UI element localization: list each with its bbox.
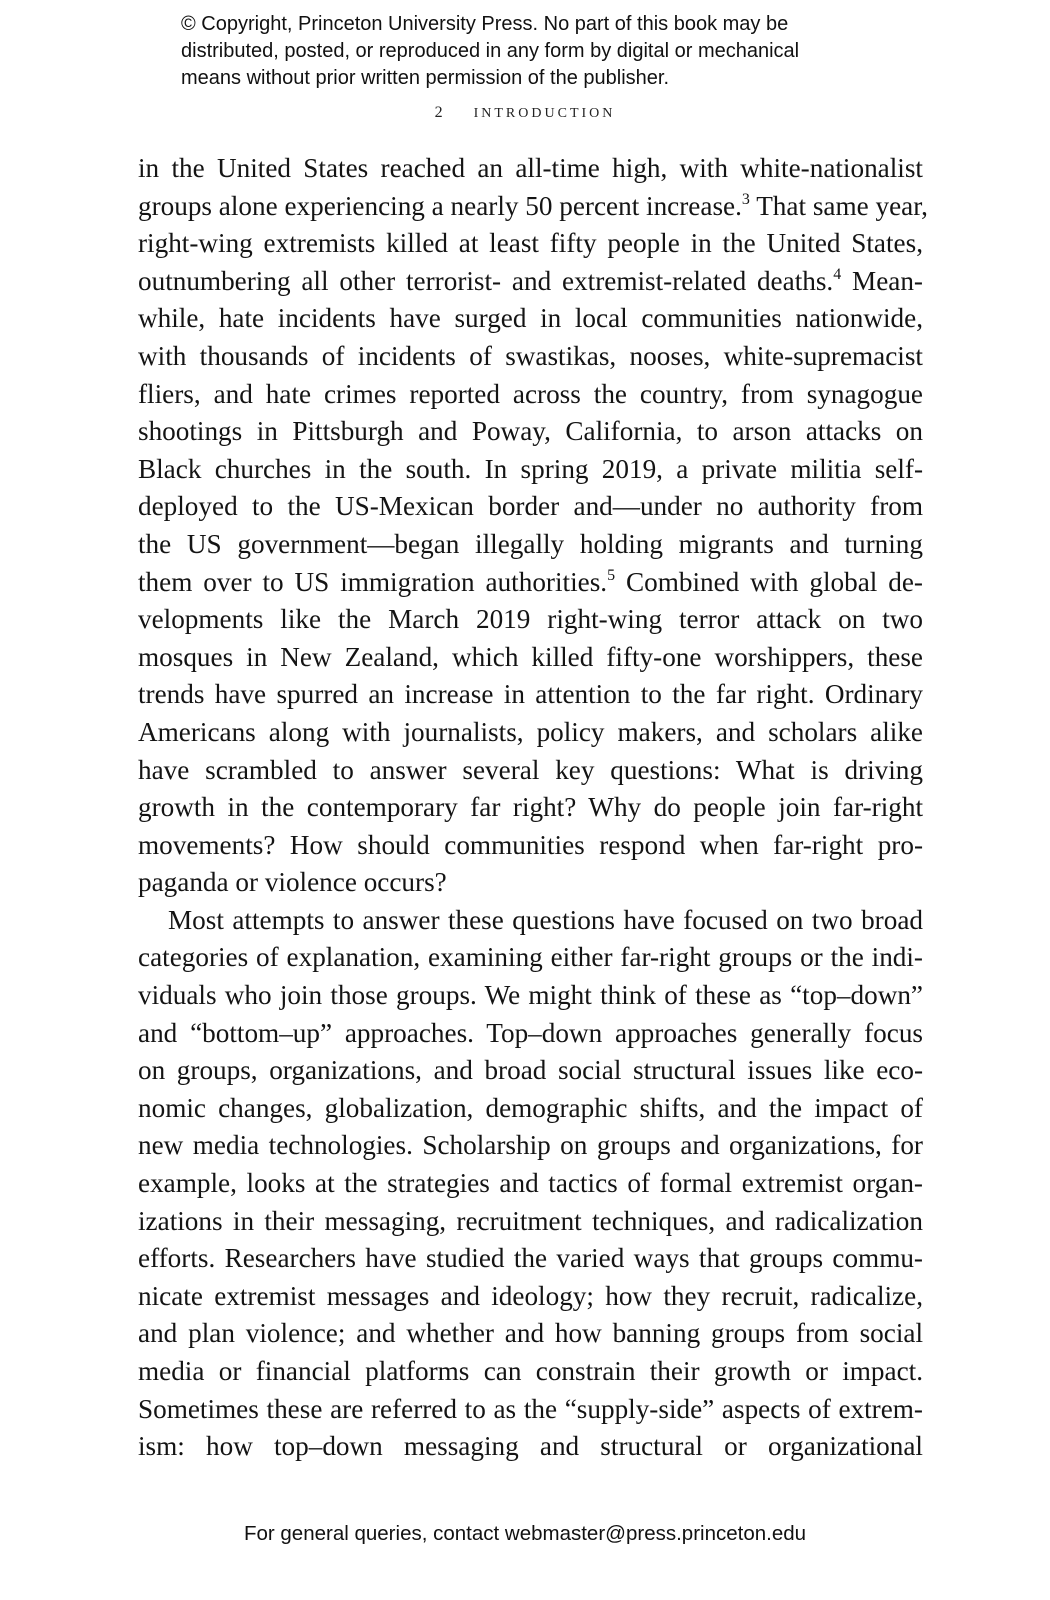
text-line: izations in their messaging, recruitment techniques, and radicalization <box>138 1205 923 1236</box>
text-line: in the United States reached an all-time high, with white-nationalist <box>138 153 923 183</box>
text-line: Most attempts to answer these questions have focused on two broad <box>168 904 923 935</box>
text-line: the US government—began illegally holding migrants and turning <box>138 528 923 559</box>
footer-contact: For general queries, contact webmaster@press.princeton.edu <box>243 1522 807 1545</box>
text-segment: Combined with global de- <box>625 566 923 597</box>
text-line: while, hate incidents have surged in local communities nationwide, <box>138 303 923 334</box>
text-line: example, looks at the strategies and tactics of formal extremist organ- <box>138 1168 923 1199</box>
footnote-marker[interactable]: 5 <box>607 566 616 584</box>
paragraph <box>138 902 923 1466</box>
text-line: and “bottom–up” approaches. Top–down approaches generally focus <box>138 1017 923 1048</box>
copyright-notice <box>181 11 901 92</box>
text-line: paganda or violence occurs? <box>138 867 447 898</box>
text-line: nicate extremist messages and ideology; how they recruit, radicalize, <box>138 1280 923 1311</box>
running-head <box>0 100 1050 123</box>
text-segment: groups alone experiencing a nearly 50 percent increase. <box>138 190 742 221</box>
text-segment: Mean- <box>852 265 923 296</box>
copyright-line: distributed, posted, or reproduced in any form by digital or mechanical <box>181 40 800 62</box>
page-number: 2 <box>434 104 446 121</box>
text-segment: them over to US immigration authorities. <box>138 566 608 597</box>
copyright-line: © Copyright, Princeton University Press. No part of this book may be <box>181 13 789 35</box>
footnote-marker[interactable]: 3 <box>741 190 750 208</box>
text-line: growth in the contemporary far right? Why do people join far-right <box>138 792 923 823</box>
text-line: trends have spurred an increase in attention to the far right. Ordinary <box>138 679 923 710</box>
section-title: introduction <box>473 100 616 122</box>
text-line: right-wing extremists killed at least fifty people in the United States, <box>138 228 923 259</box>
text-line: nomic changes, globalization, demographic shifts, and the impact of <box>138 1092 923 1123</box>
text-line: new media technologies. Scholarship on groups and organizations, for <box>138 1130 923 1161</box>
text-line: velopments like the March 2019 right-wing terror attack on two <box>138 604 923 635</box>
body-text <box>138 150 928 1466</box>
copyright-line: means without prior written permission of the publisher. <box>181 67 670 89</box>
text-line <box>138 263 923 301</box>
text-line: ism: how top–down messaging and structural or organizational <box>138 1431 923 1462</box>
text-line: movements? How should communities respond when far-right pro- <box>138 829 923 860</box>
text-line <box>138 564 923 602</box>
text-segment: outnumbering all other terrorist- and extremist-related deaths. <box>138 265 834 296</box>
text-line <box>138 188 928 226</box>
text-segment: That same year, <box>756 190 928 221</box>
text-line: fliers, and hate crimes reported across the country, from synagogue <box>138 378 923 409</box>
paragraph <box>138 150 928 902</box>
text-line: deployed to the US-Mexican border and—under no authority from <box>138 491 923 522</box>
text-line: Americans along with journalists, policy makers, and scholars alike <box>138 716 923 747</box>
text-line: on groups, organizations, and broad social structural issues like eco- <box>138 1055 923 1086</box>
text-line: and plan violence; and whether and how banning groups from social <box>138 1318 923 1349</box>
text-line: have scrambled to answer several key questions: What is driving <box>138 754 923 785</box>
text-line: media or financial platforms can constrain their growth or impact. <box>138 1356 923 1386</box>
text-line: Black churches in the south. In spring 2019, a private militia self- <box>138 453 923 484</box>
text-line: Sometimes these are referred to as the “supply-side” aspects of extrem- <box>138 1393 923 1424</box>
text-line: with thousands of incidents of swastikas, nooses, white-supremacist <box>138 340 923 371</box>
text-line: shootings in Pittsburgh and Poway, California, to arson attacks on <box>138 416 923 447</box>
footnote-marker[interactable]: 4 <box>833 265 842 283</box>
text-line: viduals who join those groups. We might think of these as “top–down” <box>138 980 923 1011</box>
text-line: categories of explanation, examining either far-right groups or the indi- <box>138 942 923 973</box>
text-line: mosques in New Zealand, which killed fifty-one worshippers, these <box>138 641 923 672</box>
text-line: efforts. Researchers have studied the varied ways that groups commu- <box>138 1243 923 1274</box>
